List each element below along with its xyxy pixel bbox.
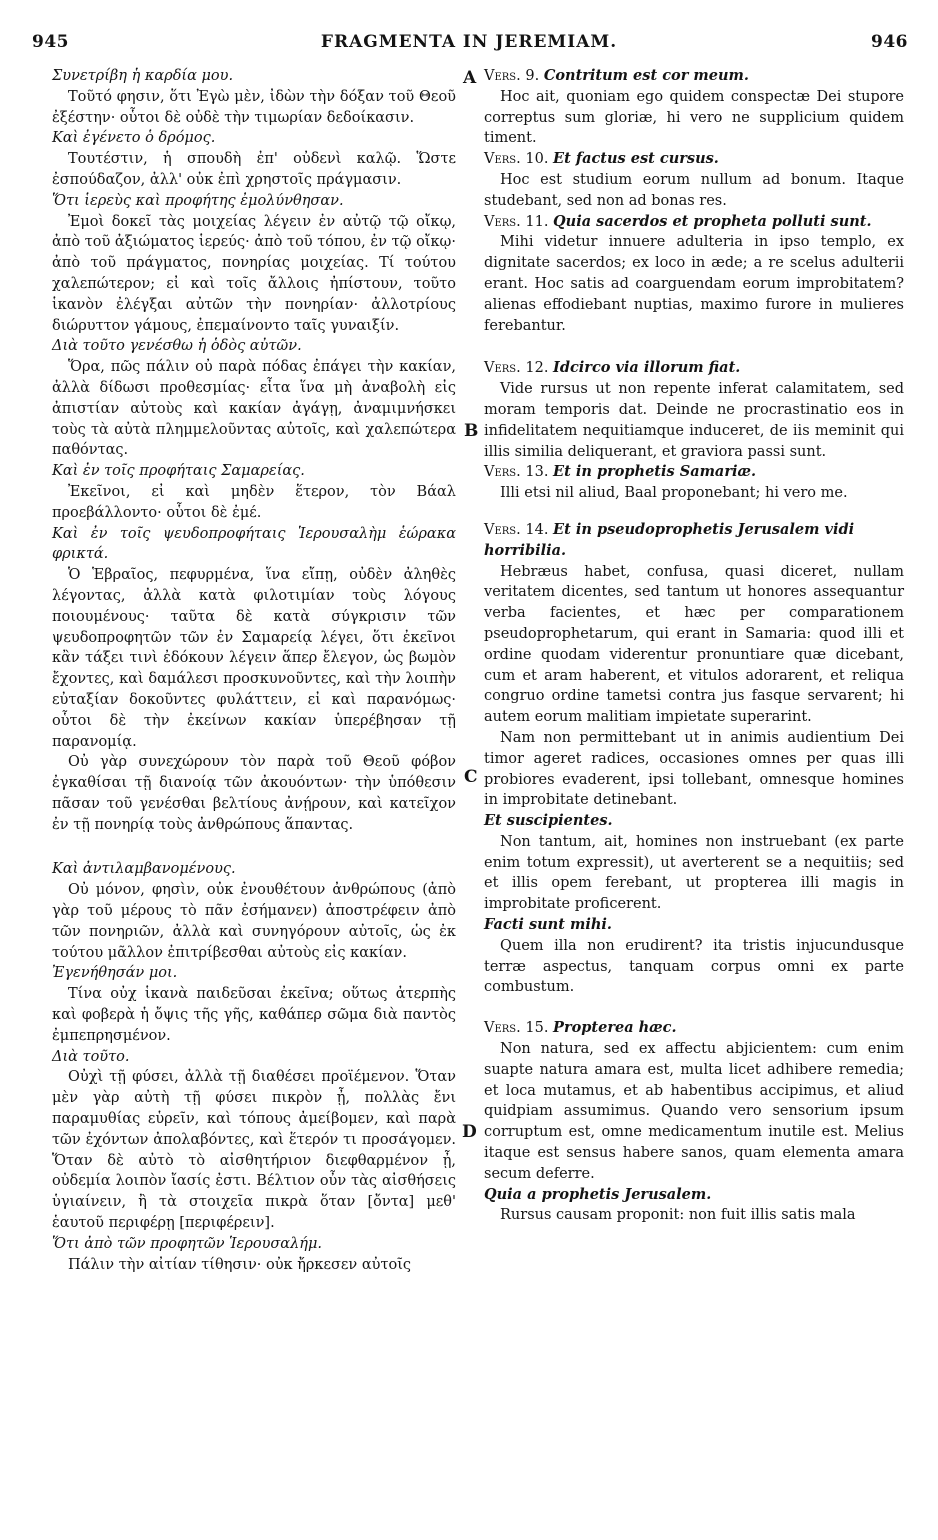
greek-lemma: Διὰ τοῦτο γενέσθω ἡ ὁδὸς αὐτῶν. xyxy=(52,338,302,355)
running-title: FRAGMENTA IN JEREMIAM. xyxy=(320,32,618,52)
greek-paragraph: Οὐχὶ τῇ φύσει, ἀλλὰ τῇ διαθέσει προϊέμενον. Ὅταν μὲν γὰρ αὐτὴ τῇ φύσει πικρὸν ᾖ, πολλὰς ἔνι παραμυθίας εὑρεῖν, καὶ τόπους ἀμείβομεν, καὶ παρὰ τῶν ἐχόντων ἀπολαβόντες, καὶ ἕτερόν τι προσάγομεν. Ὅταν δὲ αὐτὸ τὸ αἰσθητήριον διεφθαρμένον ᾖ, οὐδεμία λοιπὸν ἴασίς ἐστι. Βέλτιον οὖν τὰς αἰσθήσεις ὑγιαίνειν, ἢ τὰ στοιχεῖα πικρὰ ὅταν [ὄντα] μεθ' ἑαυτοῦ περιφέρῃ [περιφέρειν]. xyxy=(52,1069,456,1232)
greek-paragraph: Τουτέστιν, ἡ σπουδὴ ἐπ' οὐδενὶ καλῷ. Ὥστε ἐσπούδαζον, ἀλλ' οὐκ ἐπὶ χρηστοῖς πράγμασιν. xyxy=(52,151,456,188)
greek-paragraph: Τοῦτό φησιν, ὅτι Ἐγὼ μὲν, ἰδὼν τὴν δόξαν τοῦ Θεοῦ ἐξέστην· οὗτοι δὲ οὐδὲ τὴν τιμωρίαν δεδοίκασιν. xyxy=(52,88,456,126)
verse-number: Vers. 9. xyxy=(484,68,544,84)
verse-number: Vers. 13. xyxy=(484,464,554,481)
right-page-number: 946 xyxy=(871,32,908,52)
latin-paragraph: Rursus causam proponit: non fuit illis satis mala xyxy=(500,1207,856,1224)
verse-lemma: Quia sacerdos et propheta polluti sunt. xyxy=(553,212,872,230)
latin-verse-heading xyxy=(484,520,904,562)
greek-lemma: Καὶ ἐν τοῖς προφήταις Σαμαρείας. xyxy=(52,463,305,480)
verse-number: Vers. 12. xyxy=(484,360,554,377)
latin-paragraph: Quem illa non erudirent? ita tristis injucundusque terræ aspectus, tanquam corpus omni ex parte combustum. xyxy=(484,937,904,996)
margin-marker-d: D xyxy=(462,1122,477,1142)
latin-verse-heading xyxy=(484,462,904,483)
left-page-number: 945 xyxy=(32,32,69,52)
latin-verse-heading xyxy=(484,811,904,832)
greek-paragraph: Οὐ μόνον, φησὶν, οὐκ ἐνουθέτουν ἀνθρώπους (ἀπὸ γὰρ τοῦ μέρους τὸ πᾶν ἐσήμανεν) ἀποστρέφειν ἀπὸ τῶν πονηριῶν, ἀλλὰ καὶ συνηγόρουν αὐτοῖς, ὡς ἐκ τούτου μᾶλλον ἐπιτρίβεσθαι αὐτοὺς εἰς κακίαν. xyxy=(52,882,456,961)
verse-lemma: Et suscipientes. xyxy=(484,812,613,830)
greek-lemma: Διὰ τοῦτο. xyxy=(52,1048,130,1065)
verse-lemma: Et in pseudoprophetis Jerusalem vidi horribilia. xyxy=(484,520,855,559)
verse-lemma: Contritum est cor meum. xyxy=(543,67,749,84)
greek-lemma: Ἐγενήθησάν μοι. xyxy=(52,965,178,982)
greek-paragraph: Ὅρα, πῶς πάλιν οὐ παρὰ πόδας ἐπάγει τὴν κακίαν, ἀλλὰ δίδωσι προθεσμίας· εἶτα ἵνα μὴ ἀναβολὴ εἰς ἀπιστίαν αὐτοὺς καὶ κακίαν ἀγάγῃ, ἀναμιμνήσκει τοὺς τὰ αὐτὰ πλημμελοῦντας αὐτοῖς, καὶ χαλεπώτερα παθόντας. xyxy=(52,359,456,459)
greek-lemma: Ὅτι ἀπὸ τῶν προφητῶν Ἱερουσαλήμ. xyxy=(52,1235,322,1252)
greek-paragraph: Τίνα οὐχ ἱκανὰ παιδεῦσαι ἐκεῖνα; οὕτως ἀτερπὴς καὶ φοβερὰ ἡ ὄψις τῆς γῆς, καθάπερ σῶμα διὰ παντὸς ἐμπεπρησμένον. xyxy=(52,986,456,1044)
verse-lemma: Facti sunt mihi. xyxy=(484,916,612,934)
greek-paragraph: Οὐ γὰρ συνεχώρουν τὸν παρὰ τοῦ Θεοῦ φόβον ἐγκαθίσαι τῇ διανοίᾳ τῶν ἀκουόντων· τὴν ὑπόθεσιν πᾶσαν τοῦ γενέσθαι βελτίους ἀνῄρουν, καὶ κατεῖχον ἐν τῇ πονηρίᾳ τοὺς ἀνθρώπους ἅπαντας. xyxy=(52,754,456,833)
latin-paragraph: Illi etsi nil aliud, Baal proponebant; hi vero me. xyxy=(500,485,848,502)
greek-paragraph: Ὁ Ἑβραῖος, πεφυρμένα, ἵνα εἴπῃ, οὐδὲν ἀληθὲς λέγοντας, ἀλλὰ κατὰ φιλοτιμίαν τοὺς λόγους ποιουμένους· ταῦτα δὲ κατὰ σύγκρισιν τῶν ψευδοπροφητῶν τῶν ἐν Σαμαρείᾳ λέγει, ὅτι ἐκεῖνοι κἂν τάξει τινὶ ἐδόκουν λέγειν ἅπερ ἔλεγον, ὡς βωμὸν ἔχοντες, καὶ δαμάλεσι προσκυνοῦντες, καὶ τὴν λοιπὴν εὐταξίαν δοκοῦντες φυλάττειν, εἰ καὶ παρανόμως· οὗτοι δὲ τὴν ἐκείνων κακίαν ὑπερέβησαν τῇ παρανομίᾳ. xyxy=(52,567,456,750)
greek-paragraph: Ἐκεῖνοι, εἰ καὶ μηδὲν ἕτερον, τὸν Βάαλ προεβάλλοντο· οὗτοι δὲ ἐμέ. xyxy=(52,483,456,521)
latin-paragraph: Nam non permittebant ut in animis audientium Dei timor ageret radices, occasiones omnes per quas illi probiores evaderent, ipsi tollebant, omnesque homines in improbitate detinebant. xyxy=(484,729,904,809)
latin-verse-heading xyxy=(484,915,904,936)
margin-marker-a: A xyxy=(463,68,477,88)
greek-lemma: Καὶ ἐν τοῖς ψευδοπροφήταις Ἱερουσαλὴμ ἑώρακα φρικτά. xyxy=(52,525,456,563)
latin-verse-heading xyxy=(484,149,904,170)
latin-paragraph: Hebræus habet, confusa, quasi diceret, nullam veritatem dicentes, sed tantum ut honores assequantur verba facientes, et hæc per comparationem pseudoprophetarum, qui erant in Samaria: quod illi et ordine quodam viderentur pronuntiare quæ dicebant, cum et aram haberent, et vitulos adorarent, et reliqua congruo ordine tametsi contra jus fasque servarent; hi autem eorum malitiam impietate superarint. xyxy=(484,563,904,726)
greek-lemma: Καὶ ἀντιλαμβανομένους. xyxy=(52,861,236,878)
greek-paragraph: Ἐμοὶ δοκεῖ τὰς μοιχείας λέγειν ἐν αὐτῷ τῷ οἴκῳ, ἀπὸ τοῦ ἀξιώματος ἱερεύς· ἀπὸ τοῦ τόπου, ἐν τῷ οἴκῳ· ἀπὸ τοῦ πράγματος, πονηρίας μοιχείας. Τί τούτου χαλεπώτερον; εἰ καὶ τοῖς ἄλλοις ἠπίστουν, τοῦτο ἱκανὸν ἐλέγξαι αὐτῶν τὴν πονηρίαν· ἀλλοτρίους διώρυττον γάμους, ἐπεμαίνοντο ταῖς γυναιξίν. xyxy=(52,213,456,334)
latin-verse-heading xyxy=(484,1185,904,1206)
verse-lemma: Idcirco via illorum fiat. xyxy=(553,359,741,377)
verse-number: Vers. 11. xyxy=(484,213,554,230)
verse-lemma: Propterea hæc. xyxy=(553,1019,677,1037)
latin-paragraph: Hoc ait, quoniam ego quidem conspectæ Dei stupore correptus sum gloriæ, hi vero ne supplicium quidem timent. xyxy=(484,88,904,147)
greek-column xyxy=(52,66,456,1275)
latin-verse-heading xyxy=(484,358,904,379)
latin-paragraph: Non natura, sed ex affectu abjicientem: cum enim suapte natura amara est, multa licet adhibere remedia; et loca mutamus, et ab habentibus accipimus, et aliud quidpiam assumimus. Quando vero sensorium ipsum corruptum est, omne medicamentum inutile est. Melius itaque est sensus habere sanos, quam elementa amara secum deferre. xyxy=(484,1041,904,1182)
latin-verse-heading xyxy=(484,1018,904,1039)
latin-paragraph: Non tantum, ait, homines non instruebant (ex parte enim totum expressit), ut averterent se a nequitiis; sed et illis opem ferebant, ut propterea illi magis in improbitate proficerent. xyxy=(484,833,904,913)
verse-number: Vers. 14. xyxy=(484,521,554,538)
verse-lemma: Quia a prophetis Jerusalem. xyxy=(484,1185,712,1203)
verse-number: Vers. 15. xyxy=(484,1020,554,1037)
greek-lemma: Ὅτι ἱερεὺς καὶ προφήτης ἐμολύνθησαν. xyxy=(52,192,344,209)
verse-lemma: Et in prophetis Samariæ. xyxy=(553,463,757,481)
greek-paragraph: Πάλιν τὴν αἰτίαν τίθησιν· οὐκ ἤρκεσεν αὐτοῖς xyxy=(68,1256,412,1273)
margin-marker-c: C xyxy=(464,767,478,787)
latin-paragraph: Hoc est studium eorum nullum ad bonum. Itaque studebant, sed non ad bonas res. xyxy=(484,171,904,209)
greek-lemma: Συνετρίβη ἡ καρδία μου. xyxy=(52,68,234,84)
margin-marker-b: B xyxy=(464,421,479,441)
verse-lemma: Et factus est cursus. xyxy=(553,150,719,168)
greek-lemma: Καὶ ἐγένετο ὁ δρόμος. xyxy=(52,130,216,147)
latin-paragraph: Vide rursus ut non repente inferat calamitatem, sed moram temporis dat. Deinde ne procrastinatio eos in infidelitatem nequitiamque induceret, de iis meminit qui illis similia deliquerant, et graviora passi sunt. xyxy=(484,381,904,460)
latin-paragraph: Mihi videtur innuere adulteria in ipso templo, ex dignitate sacerdos; ex loco in æde; a re scelus adulterii erant. Hoc satis ad coarguendam eorum improbitatem? alienas effodiebant nuptias, maximo furore in mulieres ferebantur. xyxy=(484,234,904,334)
latin-column xyxy=(484,66,904,1226)
verse-number: Vers. 10. xyxy=(484,151,554,168)
latin-verse-heading xyxy=(484,66,904,87)
latin-verse-heading xyxy=(484,212,904,233)
